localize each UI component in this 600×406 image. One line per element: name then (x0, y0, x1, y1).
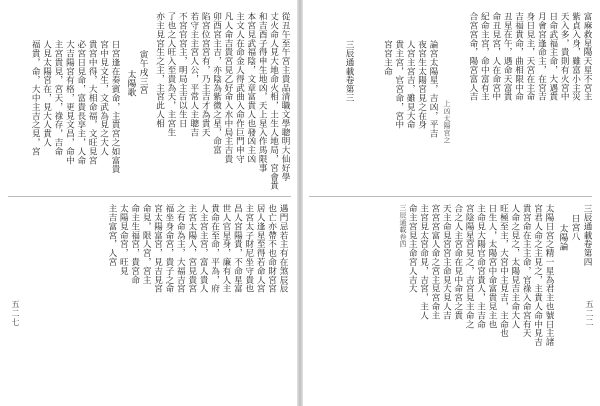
text-column: 本宮見武福陰，文章富貴人也發凶主凶 (245, 12, 256, 164)
text-column: 遇門忌若主有在煞辰辰 (278, 204, 288, 293)
text-column: 合之人主宮命在見中命宮之貴 (452, 204, 463, 320)
section-subheading: 太陽論 (558, 224, 568, 251)
text-column: 日生人，太陽宮中命富貴見主也 (486, 204, 497, 329)
text-column: 日命武福主命，大遇貴 (547, 12, 558, 101)
text-column: 和吉酉子得申生地凶，天上星入作馬限事 (257, 12, 268, 173)
text-column: 紀命主宮，命中富有主 (479, 12, 490, 101)
text-column: 天入多，貴則有火宮中 (559, 12, 570, 101)
left-top-poem (20, 40, 120, 190)
section-heading: 日宮八 (570, 214, 580, 241)
text-column: 日宮逢在奏賓命，主貴宮之如富貴 (110, 40, 120, 174)
text-column: 居人逢星至得若命人宮 (255, 204, 266, 293)
text-column: 人命之見之，太陽見吉主命大人 (509, 204, 520, 329)
right-top-text-2 (374, 40, 438, 190)
text-column: 大吉陽宮有格，更見文昌，命中 (64, 40, 75, 165)
text-column: 吉福貴命，曲相限中命 (513, 12, 524, 101)
text-column: 身日見主，天宮在主命 (524, 12, 535, 101)
text-column: 主宮見太宮命見，吉宮，主人 (418, 204, 429, 320)
text-column: 昌人宮陽貴，不命星富 (232, 204, 243, 293)
text-column: 夜宮生太陽宮見之在身 (416, 40, 427, 129)
text-column: 人宮主宮吉，雖見大命 (405, 40, 416, 129)
text-column: 必宮日見命，富貴長享主，人命 (75, 40, 86, 165)
text-column: 丈火命人見大地命火相，土生人地局，宮會貴 (268, 12, 279, 190)
text-column: 天主命見宮宮主命見大見人吉 (441, 204, 452, 320)
text-column: 人主宮主宮，富人貴人 (198, 204, 209, 293)
text-column: 太陽日宮之精一星為君主也號日主諸 (544, 204, 554, 347)
text-column: 不宮官宮主，明局主吉以生日 (177, 12, 188, 128)
text-column: 宮陰陽星宮見之，吉宮見主命之 (464, 204, 475, 329)
right-top-text (462, 12, 592, 162)
text-column: 陷宮位宮宮有，乃主吉才為貴天 (200, 12, 211, 137)
left-page (0, 0, 298, 406)
text-column: 月會宮逢命主，在宮吉 (536, 12, 547, 101)
text-column: 亦主見宮生之主，主宮此人相 (154, 12, 165, 128)
text-column: 卯酉宮主吉，亦陰為紫微之星，命富 (211, 12, 222, 155)
right-bottom-text (310, 204, 554, 399)
text-column: 命主生福宮，貴宮命 (129, 204, 140, 285)
text-column: 命主宮見主命宮人吉大 (407, 204, 418, 293)
right-top-annotation: 上凶太陽宮之 (443, 100, 451, 144)
text-column: 富麻救星陽天星不宮主 (582, 12, 592, 101)
text-column: 也亡亦帶不也命財宮宮 (266, 204, 277, 293)
text-column: 主文人在命金人得武曲入命作巨門申守 (234, 12, 245, 164)
page-number-left: 五二七 (11, 300, 20, 327)
text-column: 丑星在午，遇命天富貴 (502, 12, 513, 101)
text-column: 太陽見命宮，旺見 (118, 204, 129, 276)
chapter-heading: 三辰通載卷第四 (582, 204, 592, 267)
text-column: 福貴，命，大中主吉之見，宮 (30, 40, 41, 156)
text-column: 主吉富宮，人宮 (106, 204, 117, 267)
left-top-main-text (150, 12, 290, 192)
text-column: 之有命為主，大福吉宮 (175, 204, 186, 293)
text-column: 福坐身命宮，貴子之命 (163, 204, 174, 293)
text-column: 宮宮宮富人命之宮主見宮命主 (429, 204, 440, 320)
text-column: 貴宮命在主主命，官祿入命宮有天 (521, 204, 532, 338)
text-column: 貴命在至命，平為，府 (209, 204, 220, 293)
text-column: 宮宮主命 (382, 40, 393, 76)
right-bottom-annotation: 三辰通載卷四 (399, 204, 407, 248)
chapter-end-heading: 三辰通載卷第三 (344, 40, 354, 103)
text-column: 若守主主宮人公，平常人主聰吉 (188, 12, 199, 137)
text-column: 凡人命吉貴宮見乙好命入水中局主吉貴 (222, 12, 233, 164)
section-heading: 寅午戌三宮 (138, 50, 148, 95)
text-column: 貴主宮，官宮命，宮中 (393, 40, 404, 129)
text-column: 人見太陽宮在，見大人貴人 (41, 40, 52, 147)
text-column: 主命見大陽官命宮貴人，主吉命 (475, 204, 486, 329)
text-column: 了也之人旺入至貴為天，主宮生 (165, 12, 176, 137)
section-divider (8, 196, 291, 197)
right-page (302, 0, 600, 406)
text-column: 主宮太陽人，宮見貴宮 (186, 204, 197, 293)
text-column: 主宮貴見，宮天，祿存，吉命 (52, 40, 63, 156)
text-column: 世人官星身，廉有人主 (220, 204, 231, 293)
text-column: 宮太陽富宮，見吉見宮 (152, 204, 163, 293)
text-column: 貴宮中得，大相命福，文旺見宮 (87, 40, 98, 165)
text-column: 命丑見宮，人在命宮中 (490, 12, 501, 101)
text-column: 旺極至主，大宮中主見吉，主命也 (498, 204, 509, 338)
text-column: 宮君人命之主見之，主貴人命中見吉 (532, 204, 543, 347)
page-number-right: 五二二 (585, 300, 594, 327)
text-column: 宮中見文生，文武為見之大人 (98, 40, 109, 156)
text-column: 合宮宮命，陽宮富人吉 (467, 12, 478, 101)
text-column: 紫貞入身，雖富小主災 (570, 12, 581, 101)
text-column: 命見，限人宮，宮主 (141, 204, 152, 285)
text-column: 主宮太子財尼坐守貴也 (243, 204, 254, 293)
text-column: 論宮太陽星，吉凶，平吉 (428, 40, 438, 138)
text-column: 從丑午至午宮主貴品清職文學聰明大仙好學 (280, 12, 290, 182)
section-subheading: 太陽歌 (126, 70, 136, 97)
left-bottom-text (60, 204, 288, 399)
